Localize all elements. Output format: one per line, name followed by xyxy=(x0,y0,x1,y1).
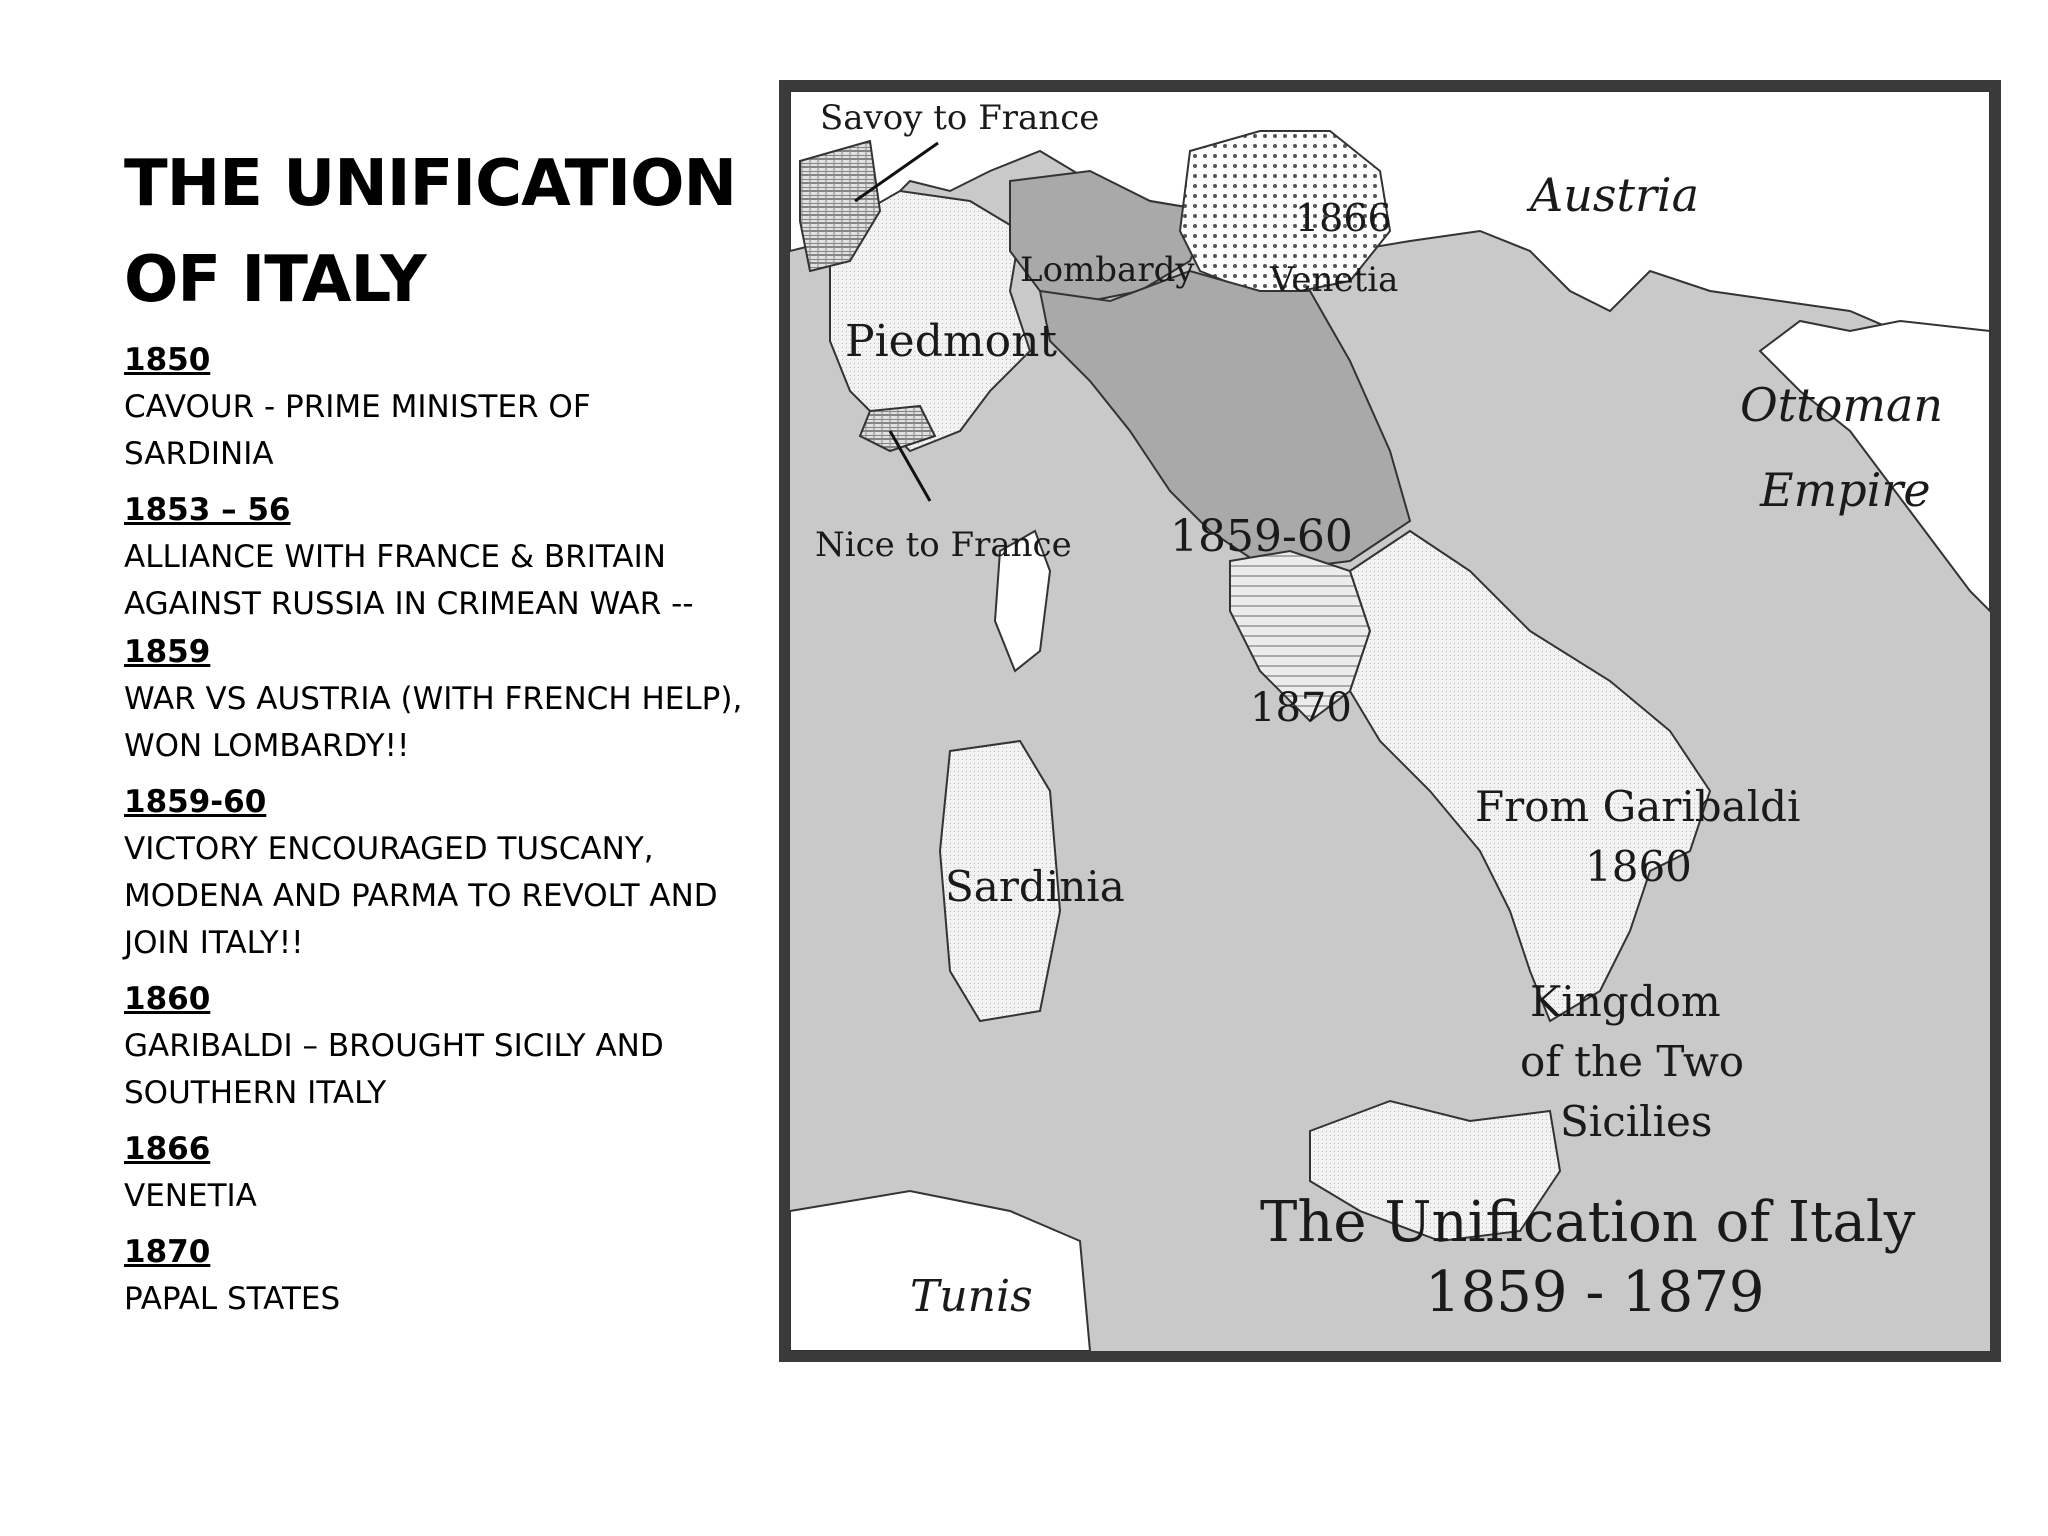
label-1859-60: 1859-60 xyxy=(1170,511,1353,562)
label-garibaldi-1860: 1860 xyxy=(1585,842,1692,891)
label-sardinia: Sardinia xyxy=(945,862,1125,911)
italy-map xyxy=(779,80,2001,1362)
label-austria: Austria xyxy=(1530,168,1700,222)
timeline-entry xyxy=(124,1125,764,1220)
entry-year: 1866 xyxy=(124,1131,211,1167)
entry-text: VENETIA xyxy=(124,1178,257,1214)
label-empire: Empire xyxy=(1760,463,1931,517)
entry-year: 1853 – 56 xyxy=(124,492,291,528)
label-of-the-two: of the Two xyxy=(1520,1037,1745,1086)
label-nice: Nice to France xyxy=(815,525,1072,565)
label-savoy: Savoy to France xyxy=(820,98,1100,138)
entry-text: VICTORY ENCOURAGED TUSCANY, MODENA AND PARMA TO REVOLT AND JOIN ITALY!! xyxy=(124,831,718,961)
entry-text: CAVOUR - PRIME MINISTER OF SARDINIA xyxy=(124,389,591,472)
label-ottoman: Ottoman xyxy=(1740,378,1944,432)
italy-map-graphic xyxy=(790,91,1990,1351)
label-piedmont: Piedmont xyxy=(845,316,1058,367)
slide-title: THE UNIFICATION OF ITALY xyxy=(124,147,737,317)
label-lombardy: Lombardy xyxy=(1020,250,1195,290)
entry-year: 1860 xyxy=(124,981,211,1017)
entry-text: GARIBALDI – BROUGHT SICILY AND SOUTHERN ITALY xyxy=(124,1028,664,1111)
label-1870: 1870 xyxy=(1250,685,1352,731)
timeline-entry xyxy=(124,778,764,967)
label-kingdom: Kingdom xyxy=(1530,977,1721,1026)
entry-year: 1870 xyxy=(124,1234,211,1270)
entry-text: PAPAL STATES xyxy=(124,1281,341,1317)
label-venetia: Venetia xyxy=(1270,260,1399,300)
timeline-entry xyxy=(124,486,764,628)
entry-year: 1859-60 xyxy=(124,784,267,820)
timeline-entry xyxy=(124,975,764,1117)
timeline-entry xyxy=(124,1228,764,1323)
label-sicilies: Sicilies xyxy=(1560,1097,1713,1146)
label-from-garibaldi: From Garibaldi xyxy=(1475,782,1801,831)
timeline-entry xyxy=(124,628,764,770)
entry-year: 1859 xyxy=(124,634,211,670)
map-caption-years: 1859 - 1879 xyxy=(1425,1260,1765,1325)
entry-year: 1850 xyxy=(124,342,211,378)
entry-text: WAR VS AUSTRIA (WITH FRENCH HELP), WON LOMBARDY!! xyxy=(124,681,743,764)
label-tunis: Tunis xyxy=(910,1271,1033,1322)
entry-text: ALLIANCE WITH FRANCE & BRITAIN AGAINST RUSSIA IN CRIMEAN WAR -- xyxy=(124,539,694,622)
map-caption-title: The Unification of Italy xyxy=(1260,1190,1916,1255)
timeline-entry xyxy=(124,336,764,478)
label-1866: 1866 xyxy=(1295,196,1392,240)
timeline-list xyxy=(124,336,764,1331)
